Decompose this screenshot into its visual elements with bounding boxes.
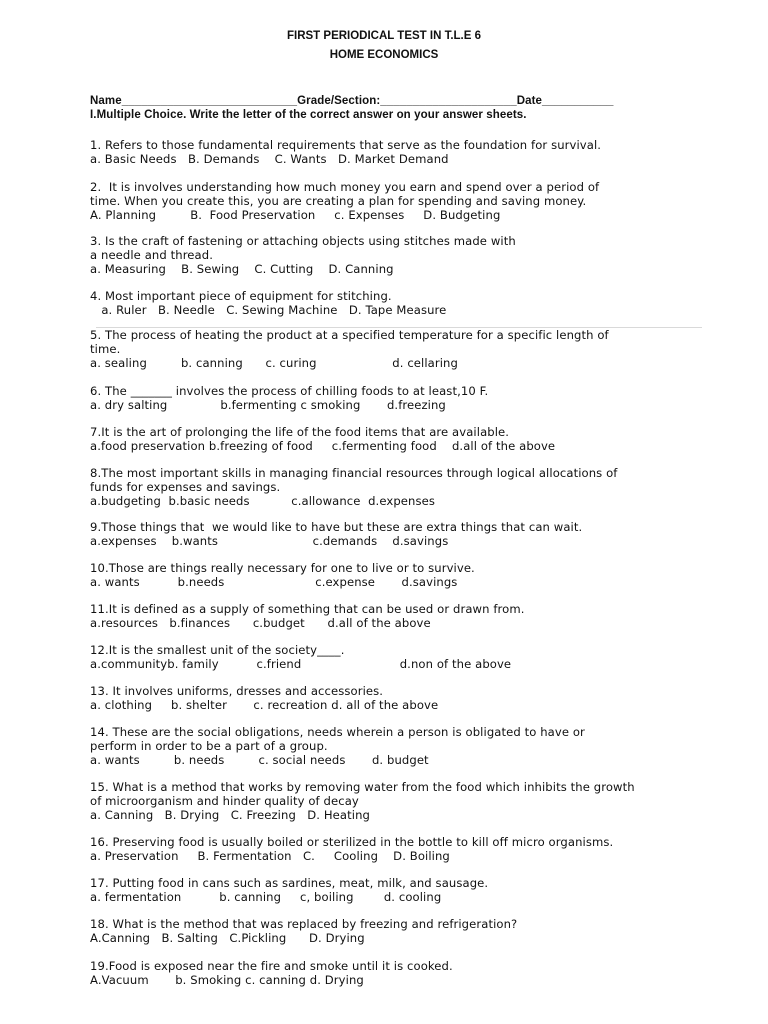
answer-choices: a. wants b. needs c. social needs d. budget — [90, 753, 429, 767]
question-text: 3. Is the craft of fastening or attaching objects using stitches made with — [90, 234, 516, 248]
question-text: time. When you create this, you are creating a plan for spending and saving money. — [90, 194, 587, 208]
test-title: FIRST PERIODICAL TEST IN T.L.E 6 — [286, 30, 482, 42]
question-text: 18. What is the method that was replaced by freezing and refrigeration? — [90, 917, 518, 931]
question-text: perform in order to be a part of a group. — [90, 739, 328, 753]
answer-choices: A.Vacuum b. Smoking c. canning d. Drying — [90, 973, 364, 987]
question-text: 5. The process of heating the product at a specified temperature for a specific length of — [90, 328, 609, 342]
question-text: 10.Those are things really necessary for one to live or to survive. — [90, 561, 475, 575]
instructions: I.Multiple Choice. Write the letter of the correct answer on your answer sheets. — [90, 109, 527, 121]
question-text: 9.Those things that we would like to have but these are extra things that can wait. — [90, 520, 583, 534]
answer-choices: a.expenses b.wants c.demands d.savings — [90, 534, 449, 548]
question-text: time. — [90, 342, 121, 356]
question-text: of microorganism and hinder quality of decay — [90, 794, 359, 808]
question-text: 11.It is defined as a supply of something that can be used or drawn from. — [90, 602, 525, 616]
question-text: 4. Most important piece of equipment for stitching. — [90, 289, 392, 303]
answer-choices: a. Canning B. Drying C. Freezing D. Heating — [90, 808, 370, 822]
answer-choices: a. Ruler B. Needle C. Sewing Machine D. Tape Measure — [90, 303, 447, 317]
question-text: 12.It is the smallest unit of the society____. — [90, 643, 345, 657]
question-text: a needle and thread. — [90, 248, 213, 262]
question-text: 8.The most important skills in managing financial resources through logical allocations of — [90, 466, 618, 480]
student-info-line: Name___________________________Grade/Section:_____________________Date___________ — [90, 95, 614, 107]
question-text: 7.It is the art of prolonging the life of the food items that are available. — [90, 425, 510, 439]
answer-choices: a. sealing b. canning c. curing d. cellaring — [90, 356, 458, 370]
answer-choices: a.food preservation b.freezing of food c.fermenting food d.all of the above — [90, 439, 556, 453]
answer-choices: a. Basic Needs B. Demands C. Wants D. Market Demand — [90, 152, 449, 166]
answer-choices: a. clothing b. shelter c. recreation d. all of the above — [90, 698, 439, 712]
question-text: 19.Food is exposed near the fire and smoke until it is cooked. — [90, 959, 453, 973]
answer-choices: a.budgeting b.basic needs c.allowance d.expenses — [90, 494, 435, 508]
question-text: 13. It involves uniforms, dresses and accessories. — [90, 684, 384, 698]
answer-choices: A.Canning B. Salting C.Pickling D. Drying — [90, 931, 365, 945]
question-text: 6. The _______ involves the process of chilling foods to at least,10 F. — [90, 384, 489, 398]
answer-choices: a.communityb. family c.friend d.non of the above — [90, 657, 512, 671]
answer-choices: a. wants b.needs c.expense d.savings — [90, 575, 458, 589]
subject-title: HOME ECONOMICS — [329, 49, 439, 61]
question-text: 15. What is a method that works by removing water from the food which inhibits the growth — [90, 780, 635, 794]
question-text: 2. It is involves understanding how much money you earn and spend over a period of — [90, 180, 600, 194]
question-text: 17. Putting food in cans such as sardines, meat, milk, and sausage. — [90, 876, 489, 890]
question-text: 14. These are the social obligations, needs wherein a person is obligated to have or — [90, 725, 585, 739]
question-text: funds for expenses and savings. — [90, 480, 281, 494]
answer-choices: a. dry salting b.fermenting c smoking d.freezing — [90, 398, 446, 412]
question-text: 16. Preserving food is usually boiled or sterilized in the bottle to kill off micro organisms. — [90, 835, 614, 849]
answer-choices: a.resources b.finances c.budget d.all of the above — [90, 616, 431, 630]
answer-choices: a. fermentation b. canning c, boiling d. cooling — [90, 890, 442, 904]
answer-choices: A. Planning B. Food Preservation c. Expenses D. Budgeting — [90, 208, 501, 222]
answer-choices: a. Measuring B. Sewing C. Cutting D. Canning — [90, 262, 394, 276]
question-text: 1. Refers to those fundamental requirements that serve as the foundation for survival. — [90, 138, 602, 152]
answer-choices: a. Preservation B. Fermentation C. Cooling D. Boiling — [90, 849, 450, 863]
